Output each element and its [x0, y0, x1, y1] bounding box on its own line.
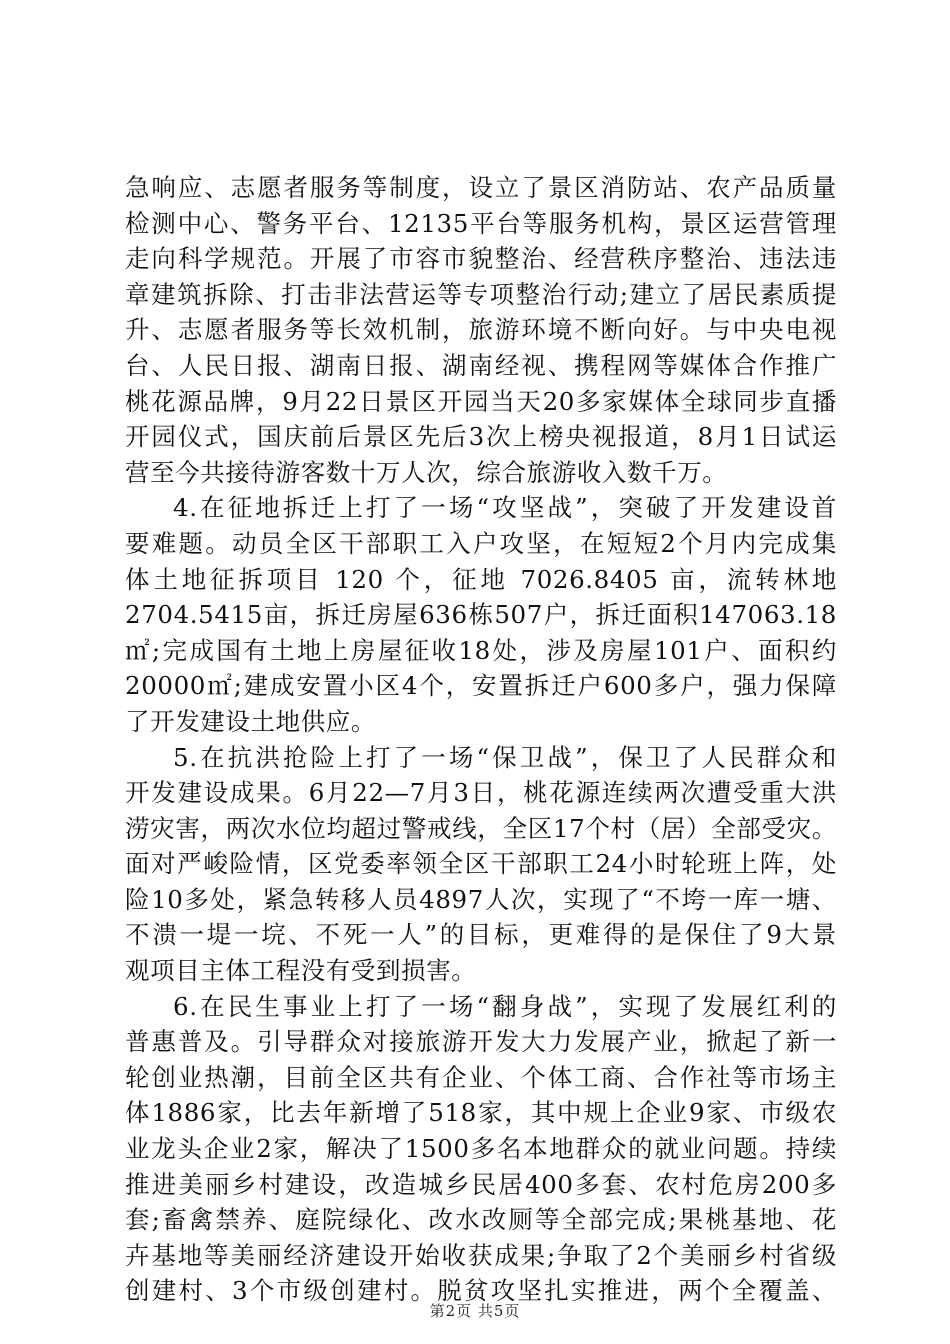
text-line: 业龙头企业2家，解决了1500多名本地群众的就业问题。持续 — [125, 1134, 837, 1164]
document-body — [125, 170, 837, 1309]
text-line: 普惠普及。引导群众对接旅游开发大力发展产业，掀起了新一 — [125, 1027, 837, 1057]
text-line: 20000㎡;建成安置小区4个，安置拆迁户600多户，强力保障 — [125, 671, 837, 701]
text-line: 了开发建设土地供应。 — [125, 706, 376, 736]
text-line: 推进美丽乡村建设，改造城乡民居400多套、农村危房200多 — [125, 1169, 837, 1199]
text-line: 营至今共接待游客数十万人次，综合旅游收入数千万。 — [125, 457, 728, 487]
text-line: 险10多处，紧急转移人员4897人次，实现了“不垮一库一塘、 — [125, 884, 837, 914]
text-line: 章建筑拆除、打击非法营运等专项整治行动;建立了居民素质提 — [125, 279, 837, 309]
text-line: 开发建设成果。6月22—7月3日，桃花源连续两次遭受重大洪 — [125, 778, 837, 808]
paragraph-start-line: 5.在抗洪抢险上打了一场“保卫战”，保卫了人民群众和 — [173, 742, 837, 772]
paragraph-start-line: 4.在征地拆迁上打了一场“攻坚战”，突破了开发建设首 — [173, 493, 837, 523]
text-line: 桃花源品牌，9月22日景区开园当天20多家媒体全球同步直播 — [125, 386, 837, 416]
text-line: 体1886家，比去年新增了518家，其中规上企业9家、市级农 — [125, 1098, 837, 1128]
text-line: 开园仪式，国庆前后景区先后3次上榜央视报道，8月1日试运 — [125, 422, 837, 452]
text-line: 走向科学规范。开展了市容市貌整治、经营秩序整治、违法违 — [125, 244, 837, 274]
page-footer — [0, 1300, 950, 1321]
text-line: 2704.5415亩，拆迁房屋636栋507户，拆迁面积147063.18 — [125, 600, 837, 630]
text-line: 急响应、志愿者服务等制度，设立了景区消防站、农产品质量 — [125, 173, 837, 202]
text-line: ㎡;完成国有土地上房屋征收18处，涉及房屋101户、面积约 — [125, 635, 837, 665]
text-line: 涝灾害，两次水位均超过警戒线，全区17个村（居）全部受灾。 — [125, 813, 837, 843]
text-line: 不溃一堤一垸、不死一人”的目标，更难得的是保住了9大景 — [125, 920, 837, 950]
text-line: 检测中心、警务平台、12135平台等服务机构，景区运营管理 — [125, 208, 837, 238]
text-line: 体土地征拆项目 120 个，征地 7026.8405 亩，流转林地 — [125, 564, 837, 594]
text-line: 观项目主体工程没有受到损害。 — [125, 956, 477, 986]
page-indicator: 第2页 共5页 — [429, 1302, 521, 1320]
text-line: 要难题。动员全区干部职工入户攻坚，在短短2个月内完成集 — [125, 528, 837, 558]
text-line: 卉基地等美丽经济建设开始收获成果;争取了2个美丽乡村省级 — [125, 1240, 837, 1270]
text-line: 面对严峻险情，区党委率领全区干部职工24小时轮班上阵，处 — [125, 849, 837, 879]
paragraph-start-line: 6.在民生事业上打了一场“翻身战”，实现了发展红利的 — [173, 991, 837, 1021]
text-line: 轮创业热潮，目前全区共有企业、个体工商、合作社等市场主 — [125, 1062, 837, 1092]
text-line: 台、人民日报、湖南日报、湖南经视、携程网等媒体合作推广 — [125, 350, 837, 380]
text-line: 升、志愿者服务等长效机制，旅游环境不断向好。与中央电视 — [125, 315, 837, 345]
text-line: 套;畜禽禁养、庭院绿化、改水改厕等全部完成;果桃基地、花 — [125, 1205, 837, 1235]
text-line: 创建村、3个市级创建村。脱贫攻坚扎实推进，两个全覆盖、 — [125, 1276, 837, 1306]
